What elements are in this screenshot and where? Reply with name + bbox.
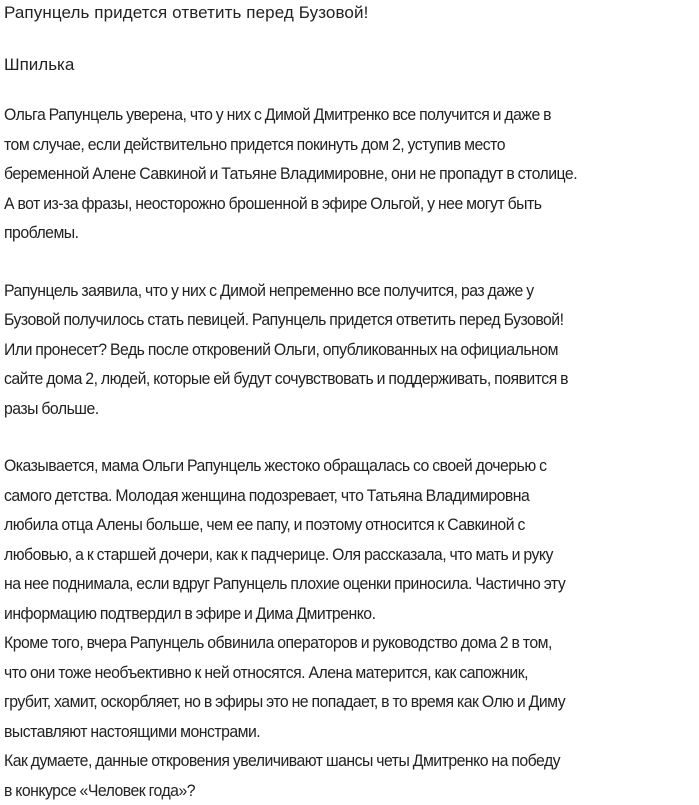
text-line: Бузовой получилось стать певицей. Рапунцель придется ответить перед Бузовой! xyxy=(4,305,697,335)
text-line: разы больше. xyxy=(4,394,697,424)
text-line: проблемы. xyxy=(4,218,697,248)
text-line: Кроме того, вчера Рапунцель обвинила операторов и руководство дома 2 в том, xyxy=(4,628,697,658)
paragraph-2 xyxy=(4,276,697,424)
text-line: в конкурсе «Человек года»? xyxy=(4,776,697,805)
text-line: грубит, хамит, оскорбляет, но в эфиры это не попадает, в то время как Олю и Диму xyxy=(4,687,697,717)
text-line: выставляют настоящими монстрами. xyxy=(4,717,697,747)
text-line: на нее поднимала, если вдруг Рапунцель плохие оценки приносила. Частично эту xyxy=(4,569,697,599)
text-line: том случае, если действительно придется покинуть дом 2, уступив место xyxy=(4,130,697,160)
text-line: что они тоже необъективно к ней относятся. Алена матерится, как сапожник, xyxy=(4,658,697,688)
text-line: Или пронесет? Ведь после откровений Ольги, опубликованных на официальном xyxy=(4,335,697,365)
paragraph-5 xyxy=(4,746,697,805)
text-line: любила отца Алены больше, чем ее папу, и поэтому относится к Савкиной с xyxy=(4,510,697,540)
article-title: Рапунцель придется ответить перед Бузовой! xyxy=(4,0,699,24)
article-tag: Шпилька xyxy=(4,54,699,76)
paragraph-1 xyxy=(4,100,697,248)
text-line: самого детства. Молодая женщина подозревает, что Татьяна Владимировна xyxy=(4,481,697,511)
text-line: Ольга Рапунцель уверена, что у них с Димой Дмитренко все получится и даже в xyxy=(4,100,697,130)
text-line: Оказывается, мама Ольги Рапунцель жестоко обращалась со своей дочерью с xyxy=(4,451,697,481)
text-line: А вот из-за фразы, неосторожно брошенной в эфире Ольгой, у нее могут быть xyxy=(4,189,697,219)
text-line: любовью, а к старшей дочери, как к падчерице. Оля рассказала, что мать и руку xyxy=(4,540,697,570)
paragraph-3 xyxy=(4,451,697,628)
text-line: Рапунцель заявила, что у них с Димой непременно все получится, раз даже у xyxy=(4,276,697,306)
paragraph-4 xyxy=(4,628,697,746)
text-line: беременной Алене Савкиной и Татьяне Владимировне, они не пропадут в столице. xyxy=(4,159,697,189)
text-line: Как думаете, данные откровения увеличивают шансы четы Дмитренко на победу xyxy=(4,746,697,776)
text-line: информацию подтвердил в эфире и Дима Дмитренко. xyxy=(4,599,697,629)
text-line: сайте дома 2, людей, которые ей будут сочувствовать и поддерживать, появится в xyxy=(4,364,697,394)
